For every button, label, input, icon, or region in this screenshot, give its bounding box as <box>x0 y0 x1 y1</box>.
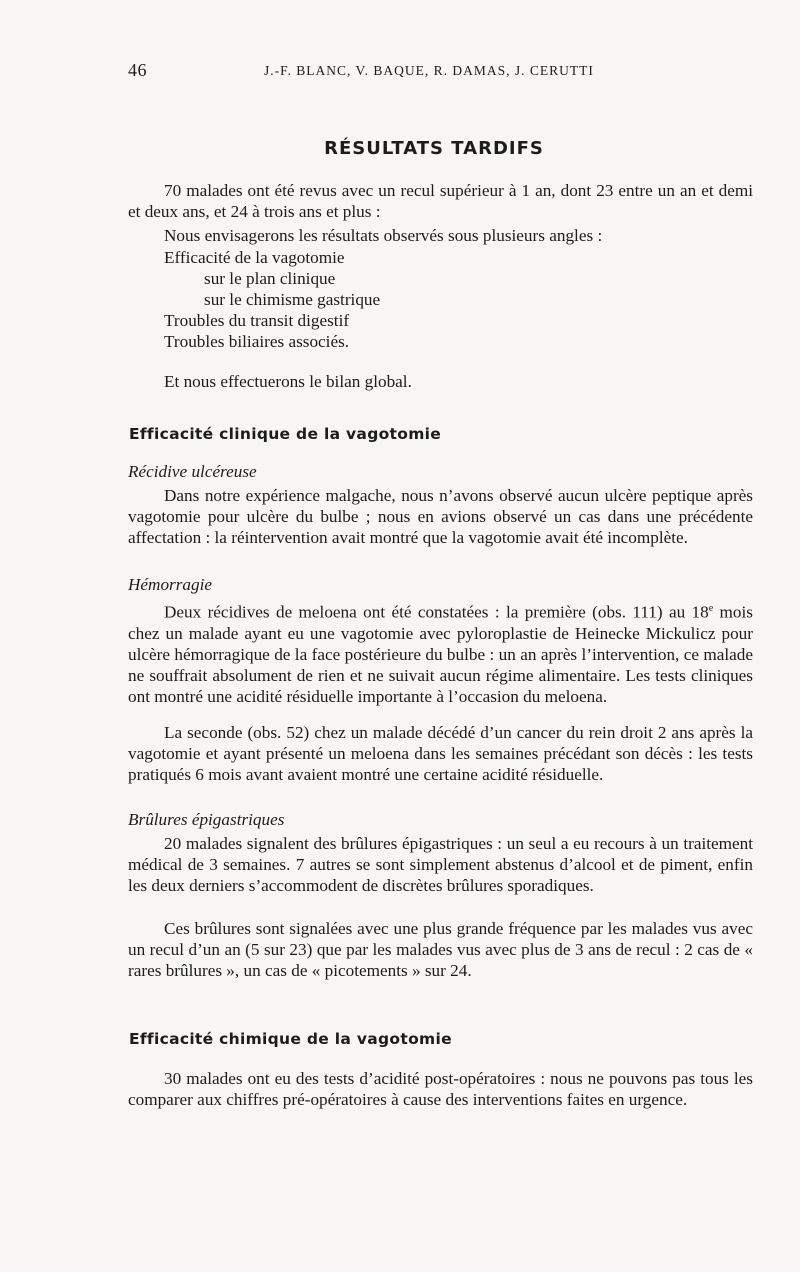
superscript: e <box>708 603 714 614</box>
hemorragie-paragraph-1 <box>128 598 753 707</box>
subsection-brulures-title: Brûlures épigastriques <box>128 810 285 829</box>
intro-angles: Nous envisagerons les résultats observés sous plusieurs angles : <box>164 226 603 245</box>
subsection-hemorragie-title: Hémorragie <box>128 575 213 594</box>
intro-paragraph: 70 malades ont été revus avec un recul supérieur à 1 an, dont 23 entre un an et demi et deux ans, et 24 à trois ans et plus : <box>128 181 753 221</box>
hemorragie-p1-end: mois chez un malade ayant eu une vagotomie avec pyloroplastie de Heinecke Mickulicz pour ulcère hémorragique de la face postérieure du bulbe : un an après l’intervention, ce malade ne souffrait absolument de rien et ne suivait aucun régime alimentaire. Les tests cliniques ont montré une acidité résiduelle importante à l’occasion du meloena. <box>128 602 753 706</box>
list-item-chemical: sur le chimisme gastrique <box>204 290 381 309</box>
list-item-transit: Troubles du transit digestif <box>164 311 350 330</box>
list-item-clinical: sur le plan clinique <box>204 269 336 288</box>
hemorragie-p1-start: Deux récidives de meloena ont été constatées : la première (obs. 111) au 18 <box>164 602 709 622</box>
section-title: RÉSULTATS TARDIFS <box>324 138 544 159</box>
hemorragie-paragraph-2: La seconde (obs. 52) chez un malade décédé d’un cancer du rein droit 2 ans après la vagotomie et ayant présenté un meloena dans les semaines précédant son décès : les tests pratiqués 6 mois avant avaient montré une certaine acidité résiduelle. <box>128 723 753 784</box>
brulures-paragraph-1: 20 malades signalent des brûlures épigastriques : un seul a eu recours à un traitement médical de 3 semaines. 7 autres se sont simplement abstenus d’alcool et de piment, enfin les deux derniers s’accommodent de discrètes brûlures sporadiques. <box>128 834 753 895</box>
page-number: 46 <box>128 60 147 80</box>
brulures-paragraph-2: Ces brûlures sont signalées avec une plus grande fréquence par les malades vus avec un recul d’un an (5 sur 23) que par les malades vus avec plus de 3 ans de recul : 2 cas de « rares brûlures », un cas de « picotements » sur 24. <box>128 919 753 980</box>
list-item-efficacy: Efficacité de la vagotomie <box>164 248 345 267</box>
section1-heading: Efficacité clinique de la vagotomie <box>129 425 442 443</box>
list-item-biliary: Troubles biliaires associés. <box>164 332 350 351</box>
recidive-paragraph: Dans notre expérience malgache, nous n’avons observé aucun ulcère peptique après vagotomie pour ulcère du bulbe ; nous en avions observé un cas dans une précédente affectation : la réintervention avait montré que la vagotomie avait été incomplète. <box>128 486 753 547</box>
section2-heading: Efficacité chimique de la vagotomie <box>129 1030 452 1048</box>
chimique-paragraph: 30 malades ont eu des tests d’acidité post-opératoires : nous ne pouvons pas tous les comparer aux chiffres pré-opératoires à cause des interventions faites en urgence. <box>128 1069 753 1109</box>
authors-line: J.-F. BLANC, V. BAQUE, R. DAMAS, J. CERUTTI <box>264 63 594 78</box>
subsection-recidive-title: Récidive ulcéreuse <box>128 462 257 481</box>
intro-conclusion: Et nous effectuerons le bilan global. <box>164 372 412 391</box>
